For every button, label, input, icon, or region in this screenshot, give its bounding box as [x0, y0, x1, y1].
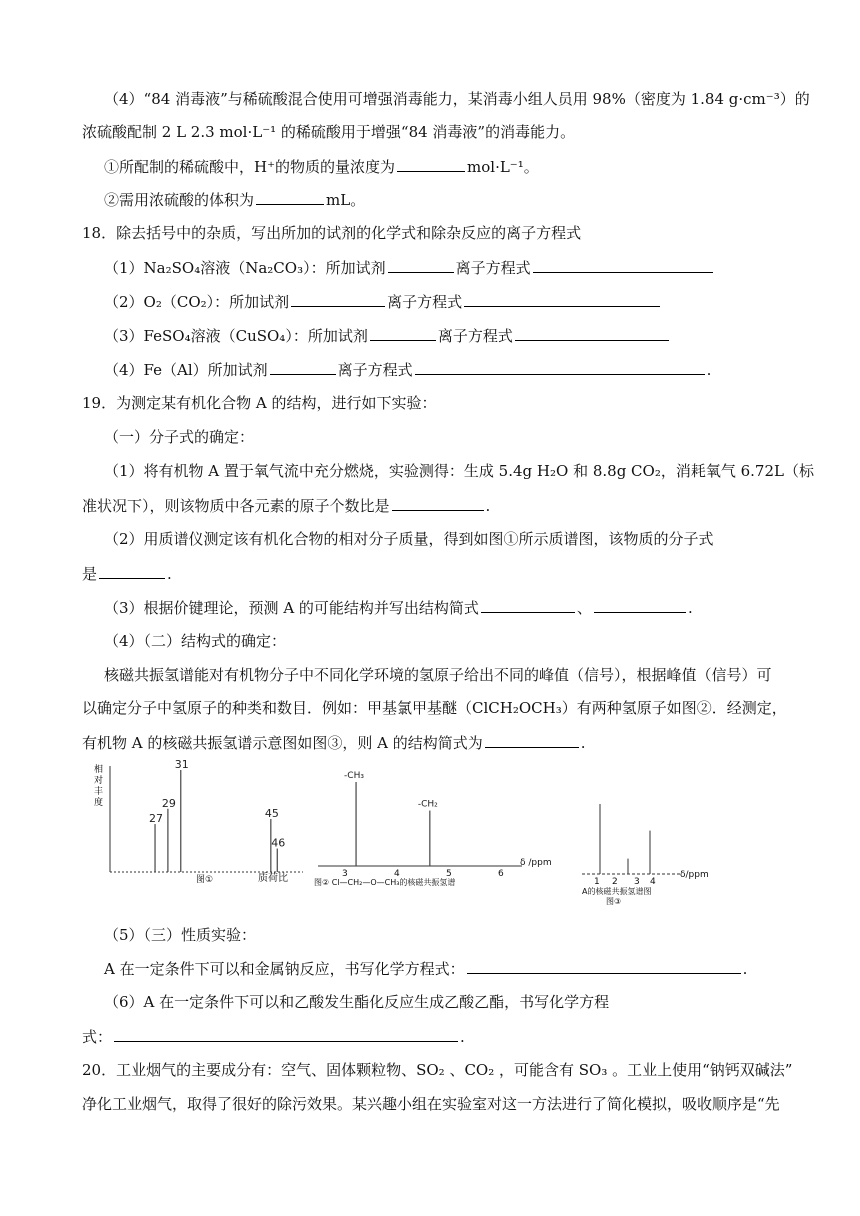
- q18-item-2: [104, 290, 662, 313]
- fig3-peaks: [600, 804, 650, 874]
- fig2-peaks: [344, 771, 438, 866]
- answer-blank[interactable]: [467, 957, 741, 974]
- q19-p2-text: 是: [82, 565, 98, 583]
- answer-blank[interactable]: [481, 596, 575, 613]
- q19-p2-line1: （2）用质谱仪测定该有机化合物的相对分子质量，得到如图①所示质谱图，该物质的分子式: [104, 530, 714, 548]
- q18-item-1: [104, 256, 715, 279]
- fig3-tick: 4: [650, 877, 656, 887]
- q19-p3-text: （3）根据价键理论，预测 A 的可能结构并写出结构简式: [104, 599, 479, 617]
- period-text: .: [742, 960, 748, 978]
- q17-4-line2: 浓硫酸配制 2 L 2.3 mol·L⁻¹ 的稀硫酸用于增强“84 消毒液”的消毒能力。: [82, 123, 576, 141]
- fig1-ylabel-char: 度: [94, 798, 104, 808]
- reagent-label: 所加试剂: [207, 361, 268, 379]
- q19-p1-line1: （1）将有机物 A 置于氧气流中充分燃烧，实验测得：生成 5.4g H₂O 和 8.8g CO₂，消耗氧气 6.72L（标: [104, 462, 814, 480]
- answer-blank[interactable]: [485, 731, 579, 748]
- fig1-peak-label: 27: [149, 812, 164, 826]
- q19-p6-line2: [82, 1025, 465, 1048]
- q18-item-prefix: （3）FeSO₄溶液（CuSO₄）：: [104, 327, 308, 345]
- fig1-peaks: [149, 758, 285, 872]
- fig2-tick: 5: [446, 869, 452, 879]
- q17-4-sub2: [104, 188, 365, 211]
- q19-nmr-line3: [82, 731, 586, 754]
- fig3-tick: 2: [612, 877, 618, 887]
- nmr-a-svg: [576, 800, 686, 876]
- q19-part1: （一）分子式的确定：: [104, 428, 255, 446]
- q19-p1-line2: [82, 494, 490, 517]
- equation-blank[interactable]: [415, 358, 705, 375]
- fig2-tick: 3: [342, 869, 348, 879]
- answer-blank[interactable]: [392, 494, 484, 511]
- answer-blank[interactable]: [114, 1025, 458, 1042]
- fig3-axis-label: δ/ppm: [680, 870, 709, 880]
- q19-p2-line2: [82, 562, 172, 585]
- equation-blank[interactable]: [533, 256, 713, 273]
- period-text: .: [580, 734, 586, 752]
- period-text: .: [706, 361, 712, 379]
- q19-p1-text: 准状况下），则该物质中各元素的原子个数比是: [82, 497, 390, 515]
- q19-p5: （5）（三）性质实验：: [104, 926, 257, 944]
- reagent-blank[interactable]: [388, 256, 454, 273]
- figure-mass-spectrum: [88, 760, 308, 886]
- answer-blank[interactable]: [99, 562, 165, 579]
- q19-nmr-line2: 以确定分子中氢原子的种类和数目．例如：甲基氯甲基醚（ClCH₂OCH₃）有两种氢原子如图②．经测定，: [82, 699, 787, 717]
- fig2-caption: 图② Cl—CH₂—O—CH₃的核磁共振氢谱: [314, 878, 456, 887]
- fig1-peak-label: 31: [174, 758, 189, 771]
- q17-4-line1: （4）“84 消毒液”与稀硫酸混合使用可增强消毒能力，某消毒小组人员用 98%（密度为 1.84 g·cm⁻³）的: [104, 90, 810, 108]
- equation-label: 离子方程式: [337, 361, 413, 379]
- fig1-ylabel-char: 对: [94, 776, 104, 786]
- reagent-label: 所加试剂: [229, 293, 290, 311]
- fig2-peak-label: -CH₃: [344, 771, 364, 781]
- q20-line2: 净化工业烟气，取得了很好的除污效果。某兴趣小组在实验室对这一方法进行了简化模拟，吸收顺序是“先: [82, 1095, 780, 1113]
- mass-spectrum-svg: [88, 760, 308, 882]
- period-text: .: [687, 599, 693, 617]
- q18-title: 18．除去括号中的杂质，写出所加的试剂的化学式和除杂反应的离子方程式: [82, 224, 582, 242]
- fig3-caption-line1: A的核磁共振氢谱图: [582, 887, 652, 896]
- fig2-tick: 6: [498, 869, 504, 879]
- equation-blank[interactable]: [515, 324, 669, 341]
- fig3-caption-line2: 图③: [606, 897, 622, 906]
- q19-title: 19．为测定某有机化合物 A 的结构，进行如下实验：: [82, 394, 437, 412]
- unit-text: mol·L⁻¹。: [467, 158, 539, 176]
- q19-p4: （4）（二）结构式的确定：: [104, 632, 287, 650]
- q19-p3: [104, 596, 693, 619]
- fig1-xlabel: 质荷比: [258, 873, 288, 884]
- q19-nmr-text: 有机物 A 的核磁共振氢谱示意图如图③，则 A 的结构简式为: [82, 734, 483, 752]
- q20-line1: 20．工业烟气的主要成分有：空气、固体颗粒物、SO₂ 、CO₂ ，可能含有 SO₃ 。工业上使用“钠钙双碱法”: [82, 1061, 793, 1079]
- period-text: .: [485, 497, 491, 515]
- q19-p6-line1: （6）A 在一定条件下可以和乙酸发生酯化反应生成乙酸乙酯，书写化学方程: [104, 993, 610, 1011]
- fig2-axis-label: δ /ppm: [520, 858, 552, 868]
- q19-p5-text: A 在一定条件下可以和金属钠反应，书写化学方程式：: [104, 960, 465, 978]
- equation-label: 离子方程式: [437, 327, 513, 345]
- separator-text: 、: [576, 599, 592, 617]
- q17-4-sub2-text: ②需用浓硫酸的体积为: [104, 191, 255, 209]
- fig3-tick: 3: [634, 877, 640, 887]
- reagent-blank[interactable]: [370, 324, 436, 341]
- q19-p6-text: 式：: [82, 1028, 113, 1046]
- answer-blank[interactable]: [397, 155, 465, 172]
- reagent-blank[interactable]: [291, 290, 385, 307]
- q18-item-prefix: （2）O₂（CO₂）：: [104, 293, 230, 311]
- nmr-reference-svg: [312, 772, 552, 864]
- fig1-ylabel-char: 相: [94, 765, 104, 775]
- fig2-peak-label: -CH₂: [417, 799, 438, 810]
- q18-item-3: [104, 324, 671, 347]
- unit-text: mL。: [326, 191, 366, 209]
- fig1-peak-label: 29: [161, 796, 176, 810]
- q17-4-sub1: [104, 155, 539, 178]
- figure-nmr-a: [576, 800, 709, 906]
- fig1-peak-label: 45: [264, 806, 279, 820]
- period-text: .: [167, 565, 172, 583]
- answer-blank[interactable]: [594, 596, 686, 613]
- equation-label: 离子方程式: [455, 259, 531, 277]
- period-text: .: [460, 1028, 465, 1046]
- reagent-label: 所加试剂: [307, 327, 368, 345]
- q18-item-prefix: （4）Fe（Al）: [104, 361, 208, 379]
- q18-item-prefix: （1）Na₂SO₄溶液（Na₂CO₃）：: [104, 259, 326, 277]
- reagent-label: 所加试剂: [325, 259, 386, 277]
- fig2-tick: 4: [394, 869, 400, 879]
- q19-nmr-line1: 核磁共振氢谱能对有机物分子中不同化学环境的氢原子给出不同的峰值（信号），根据峰值（信号）可: [104, 666, 772, 684]
- equation-label: 离子方程式: [387, 293, 463, 311]
- fig1-caption: 图①: [196, 875, 214, 885]
- equation-blank[interactable]: [464, 290, 660, 307]
- fig1-ylabel-char: 丰: [94, 787, 104, 797]
- fig1-peak-label: 46: [271, 836, 286, 850]
- q19-p5-line: [104, 957, 747, 980]
- fig3-tick: 1: [594, 877, 600, 887]
- reagent-blank[interactable]: [270, 358, 336, 375]
- answer-blank[interactable]: [256, 188, 324, 205]
- q18-item-4: [104, 358, 711, 381]
- figure-nmr-reference: [312, 771, 552, 887]
- q17-4-sub1-text: ①所配制的稀硫酸中，H⁺的物质的量浓度为: [104, 158, 396, 176]
